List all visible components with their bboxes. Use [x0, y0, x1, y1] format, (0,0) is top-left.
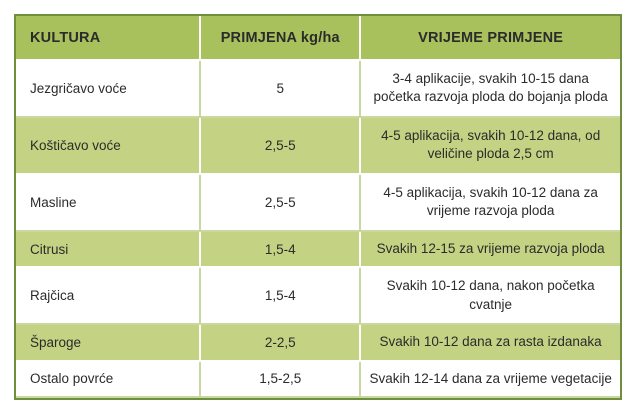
table-header-row	[16, 16, 620, 60]
cell-timing: Svakih 12-15 za vrijeme razvoja ploda	[360, 231, 620, 267]
cell-dose: 2-2,5	[200, 324, 360, 360]
table-row	[16, 60, 620, 117]
cell-culture: Citrusi	[16, 231, 200, 267]
application-rates-table	[16, 16, 620, 398]
application-rates-table-wrapper	[14, 14, 622, 400]
column-header-culture: KULTURA	[16, 16, 200, 60]
cell-culture: Šparoge	[16, 324, 200, 360]
cell-dose: 1,5-2,5	[200, 361, 360, 397]
table-body	[16, 60, 620, 397]
cell-timing: 4-5 aplikacija, svakih 10-12 dana, od veličine ploda 2,5 cm	[360, 117, 620, 174]
table-row	[16, 267, 620, 324]
table-row	[16, 231, 620, 267]
cell-culture: Ostalo povrće	[16, 361, 200, 397]
cell-culture: Koštičavo voće	[16, 117, 200, 174]
cell-dose: 1,5-4	[200, 267, 360, 324]
cell-dose: 2,5-5	[200, 117, 360, 174]
cell-dose: 1,5-4	[200, 231, 360, 267]
column-header-dose: PRIMJENA kg/ha	[200, 16, 360, 60]
cell-timing: 4-5 aplikacija, svakih 10-12 dana za vrijeme razvoja ploda	[360, 174, 620, 231]
cell-culture: Masline	[16, 174, 200, 231]
table-row	[16, 324, 620, 360]
column-header-timing: VRIJEME PRIMJENE	[360, 16, 620, 60]
table-row	[16, 117, 620, 174]
table-row	[16, 361, 620, 397]
cell-dose: 5	[200, 60, 360, 117]
cell-timing: 3-4 aplikacije, svakih 10-15 dana početka razvoja ploda do bojanja ploda	[360, 60, 620, 117]
table-header	[16, 16, 620, 60]
cell-dose: 2,5-5	[200, 174, 360, 231]
cell-timing: Svakih 12-14 dana za vrijeme vegetacije	[360, 361, 620, 397]
cell-timing: Svakih 10-12 dana za rasta izdanaka	[360, 324, 620, 360]
cell-culture: Rajčica	[16, 267, 200, 324]
cell-timing: Svakih 10-12 dana, nakon početka cvatnje	[360, 267, 620, 324]
table-row	[16, 174, 620, 231]
cell-culture: Jezgričavo voće	[16, 60, 200, 117]
